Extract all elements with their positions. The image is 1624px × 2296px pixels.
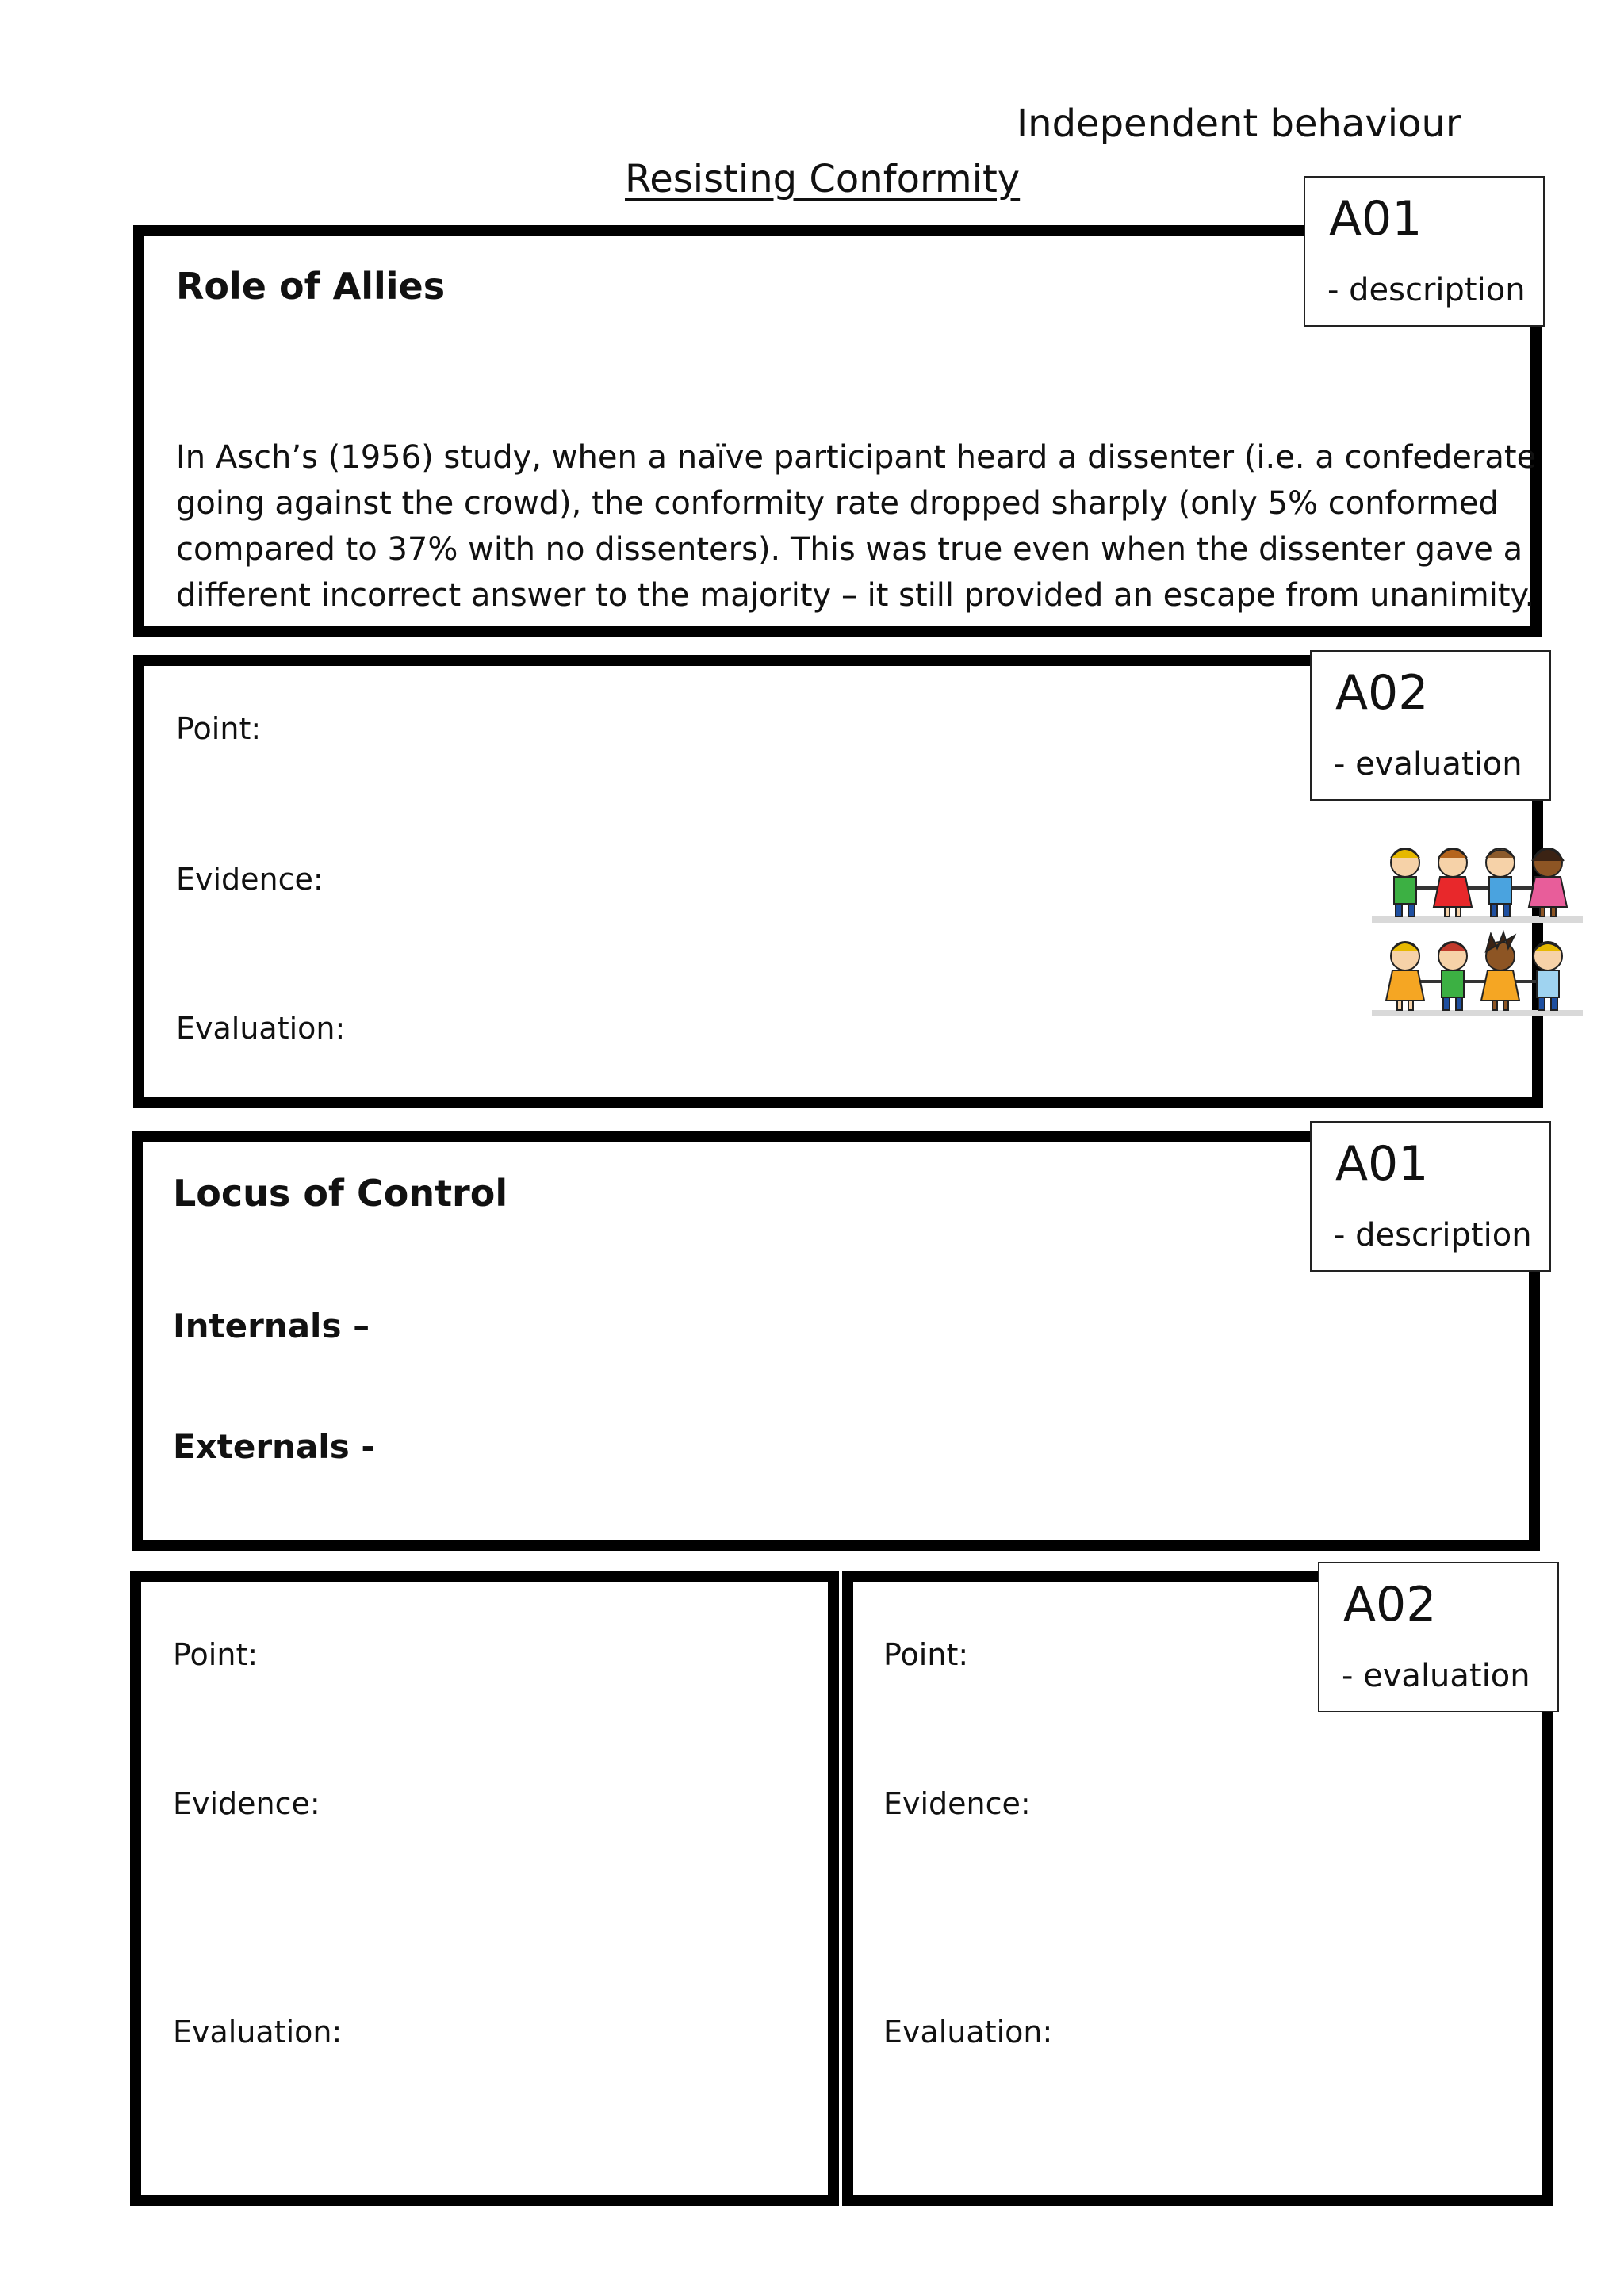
a02-tag bbox=[1310, 650, 1551, 801]
evaluation-label: Evaluation: bbox=[173, 2015, 343, 2049]
text-line: compared to 37% with no dissenters). This was true even when the dissenter gave a bbox=[176, 531, 1523, 568]
a01-tag bbox=[1304, 176, 1545, 327]
point-label: Point: bbox=[883, 1637, 969, 1672]
a02-sub: - evaluation bbox=[1334, 746, 1522, 783]
a02-code: A02 bbox=[1343, 1577, 1437, 1632]
locus-of-control-heading: Locus of Control bbox=[173, 1172, 508, 1215]
evidence-label: Evidence: bbox=[176, 862, 324, 897]
a02-code: A02 bbox=[1335, 665, 1429, 721]
a01-sub: - description bbox=[1327, 272, 1526, 308]
children-holding-hands-icon bbox=[1372, 840, 1583, 1023]
text-line: going against the crowd), the conformity rate dropped sharply (only 5% conformed bbox=[176, 485, 1499, 522]
text-line: In Asch’s (1956) study, when a naïve participant heard a dissenter (i.e. a confederate bbox=[176, 439, 1537, 476]
topic-label: Independent behaviour bbox=[1017, 101, 1461, 146]
a01-code: A01 bbox=[1329, 191, 1423, 247]
point-label: Point: bbox=[176, 711, 262, 746]
evaluation-box-left bbox=[130, 1571, 839, 2206]
a01-code: A01 bbox=[1335, 1136, 1429, 1192]
a01-sub: - description bbox=[1334, 1217, 1532, 1253]
page-title: Resisting Conformity bbox=[625, 157, 1021, 201]
role-of-allies-heading: Role of Allies bbox=[176, 265, 446, 308]
a02-tag bbox=[1318, 1562, 1559, 1712]
text-line: different incorrect answer to the majority – it still provided an escape from unanimity. bbox=[176, 577, 1535, 614]
internals-label: Internals – bbox=[173, 1307, 370, 1345]
a01-tag bbox=[1310, 1121, 1551, 1272]
point-label: Point: bbox=[173, 1637, 259, 1672]
evidence-label: Evidence: bbox=[173, 1786, 320, 1821]
evidence-label: Evidence: bbox=[883, 1786, 1031, 1821]
evaluation-label: Evaluation: bbox=[883, 2015, 1053, 2049]
a02-sub: - evaluation bbox=[1342, 1658, 1530, 1694]
externals-label: Externals - bbox=[173, 1427, 375, 1466]
role-of-allies-text bbox=[176, 434, 1556, 618]
evaluation-label: Evaluation: bbox=[176, 1011, 346, 1046]
